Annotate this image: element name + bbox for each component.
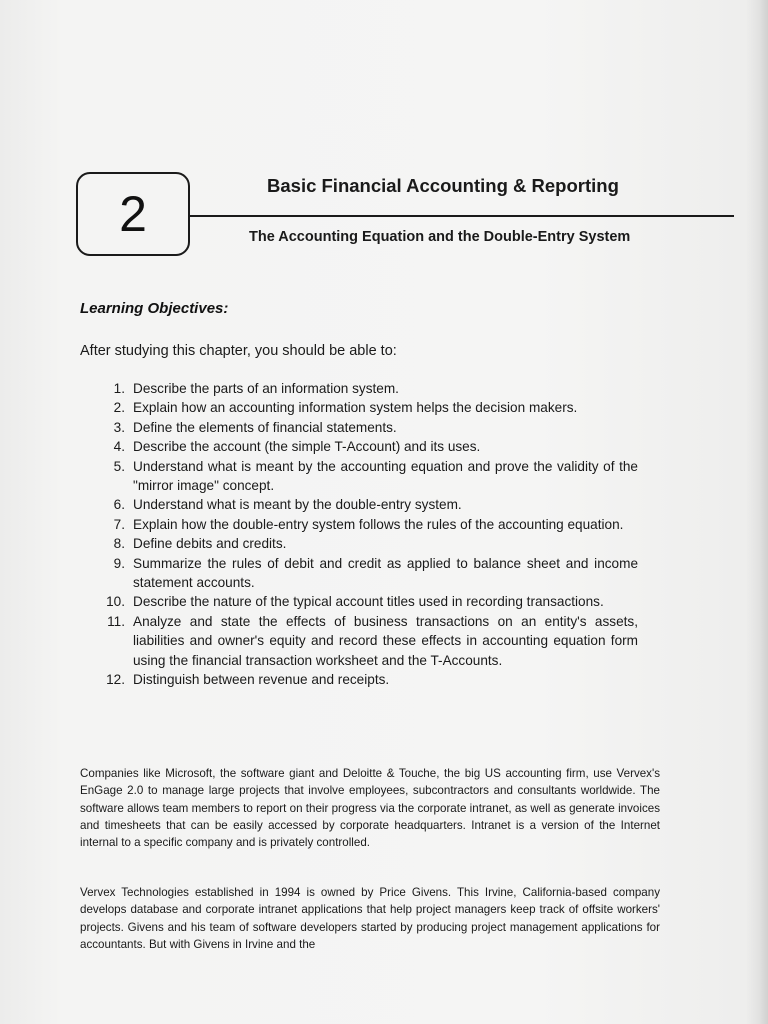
objective-item <box>96 495 638 514</box>
chapter-title: Basic Financial Accounting & Reporting <box>267 175 619 196</box>
learning-objectives-list <box>96 379 638 690</box>
objective-item <box>96 592 638 611</box>
objective-text: Analyze and state the effects of business transactions on an entity's assets, liabilities and owner's equity and record these effects in accounting equation form using the financial transaction worksheet and the T-Accounts. <box>133 613 638 668</box>
objective-number: 9. <box>113 555 125 571</box>
objective-number: 5. <box>113 458 125 474</box>
chapter-number: 2 <box>119 186 147 242</box>
objective-number: 6. <box>113 497 125 513</box>
objective-number: 12. <box>106 672 125 688</box>
objective-item <box>96 418 638 437</box>
objective-text: Explain how the double-entry system follows the rules of the accounting equation. <box>133 516 624 532</box>
objective-item <box>96 457 638 496</box>
objective-text: Distinguish between revenue and receipts. <box>133 672 390 688</box>
objective-item <box>96 398 638 417</box>
objective-number: 4. <box>113 439 125 455</box>
objective-number: 1. <box>113 381 125 396</box>
objective-item <box>96 515 638 534</box>
objective-number: 3. <box>113 419 125 435</box>
objective-number: 11. <box>107 613 125 629</box>
page-edge-shadow <box>746 0 768 1024</box>
objective-text: Describe the parts of an information system. <box>133 381 399 396</box>
objective-number: 8. <box>113 536 125 552</box>
objective-item <box>96 670 638 689</box>
learning-objectives-heading: Learning Objectives: <box>80 300 229 317</box>
objective-text: Summarize the rules of debit and credit as applied to balance sheet and income statement accounts. <box>133 555 638 591</box>
chapter-header-rule <box>190 215 734 217</box>
objective-text: Describe the nature of the typical account titles used in recording transactions. <box>133 594 604 610</box>
body-paragraph-2: Vervex Technologies established in 1994 is owned by Price Givens. This Irvine, California-based company develops database and corporate intranet applications that help project managers keep track of offsite workers' projects. Givens and his team of software developers started by producing project management applications for accountants. But with Givens in Irvine and the <box>80 886 660 951</box>
objective-text: Define the elements of financial statements. <box>133 419 397 435</box>
objective-text: Explain how an accounting information system helps the decision makers. <box>133 400 578 416</box>
objective-number: 2. <box>113 400 125 416</box>
body-paragraph-1: Companies like Microsoft, the software giant and Deloitte & Touche, the big US accounting firm, use Vervex's EnGage 2.0 to manage large projects that involve employees, subcontractors and consultants worldwide. The software allows team members to report on their progress via the corporate intranet, as well as generate invoices and timesheets that can be easily accessed by corporate headquarters. Intranet is a version of the Internet internal to a specific company and is privately controlled. <box>80 767 660 850</box>
objective-text: Understand what is meant by the double-entry system. <box>133 497 462 513</box>
objective-item <box>96 534 638 553</box>
objective-text: Understand what is meant by the accounting equation and prove the validity of the "mirror image" concept. <box>133 458 638 494</box>
objective-item <box>96 437 638 456</box>
objective-text: Define debits and credits. <box>133 536 287 552</box>
objective-item <box>96 612 638 670</box>
objective-number: 10. <box>106 594 125 610</box>
chapter-subtitle: The Accounting Equation and the Double-Entry System <box>249 229 631 245</box>
objective-item <box>96 554 638 593</box>
objective-number: 7. <box>113 516 125 532</box>
objective-text: Describe the account (the simple T-Account) and its uses. <box>133 439 481 455</box>
chapter-number-box <box>76 172 190 256</box>
objective-item <box>96 379 638 398</box>
learning-objectives-intro: After studying this chapter, you should be able to: <box>80 343 397 359</box>
